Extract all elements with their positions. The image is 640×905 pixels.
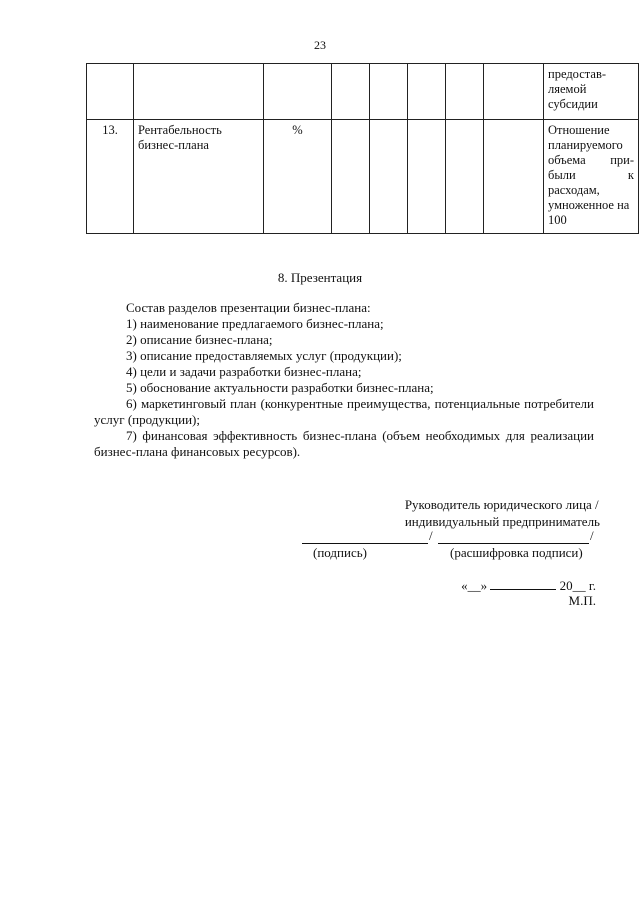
separator-slash: / (429, 528, 433, 543)
list-item: 4) цели и задачи разработки бизнес-плана; (126, 364, 362, 379)
list-item: 1) наименование предлагаемого бизнес-плана; (126, 316, 384, 331)
table-row (87, 64, 639, 120)
presentation-sections-list (94, 300, 594, 460)
table-cell-indicator: Рентабельность бизнес-плана (134, 120, 264, 234)
caption-signature: (подпись) (313, 545, 367, 560)
separator-slash: / (590, 528, 594, 543)
section-heading: 8. Презентация (277, 270, 363, 285)
list-item: 7) финансовая эффективность бизнес-плана (объем необходимых для реализации бизнес-плана финансовых ресурсов). (94, 428, 594, 459)
stamp-place: М.П. (568, 593, 596, 608)
list-lead: Состав разделов презентации бизнес-плана: (126, 300, 371, 315)
table-cell-number: 13. (87, 120, 134, 234)
table-cell-note: Отношение планируемого объема при- были к расходам, умноженное на 100 (544, 120, 639, 234)
date-line: «__» 20__ г. (461, 578, 596, 593)
page-number: 23 (314, 38, 326, 52)
indicators-table (86, 63, 639, 234)
list-item: 6) маркетинговый план (конкурентные преимущества, потенциальные потребители услуг (продукции); (94, 396, 594, 427)
signatory-role: Руководитель юридического лица / индивидуальный предприниматель (404, 497, 600, 529)
list-item: 3) описание предоставляемых услуг (продукции); (126, 348, 402, 363)
signature-lines (302, 528, 596, 543)
name-blank (438, 543, 589, 544)
table-cell-note: предостав- ляемой субсидии (544, 64, 639, 120)
list-item: 5) обоснование актуальности разработки бизнес-плана; (126, 380, 434, 395)
table-row (87, 120, 639, 234)
date-blank (490, 577, 556, 590)
table-cell-unit: % (264, 120, 332, 234)
list-item: 2) описание бизнес-плана; (126, 332, 273, 347)
caption-decode: (расшифровка подписи) (450, 545, 583, 560)
signature-blank (302, 543, 428, 544)
